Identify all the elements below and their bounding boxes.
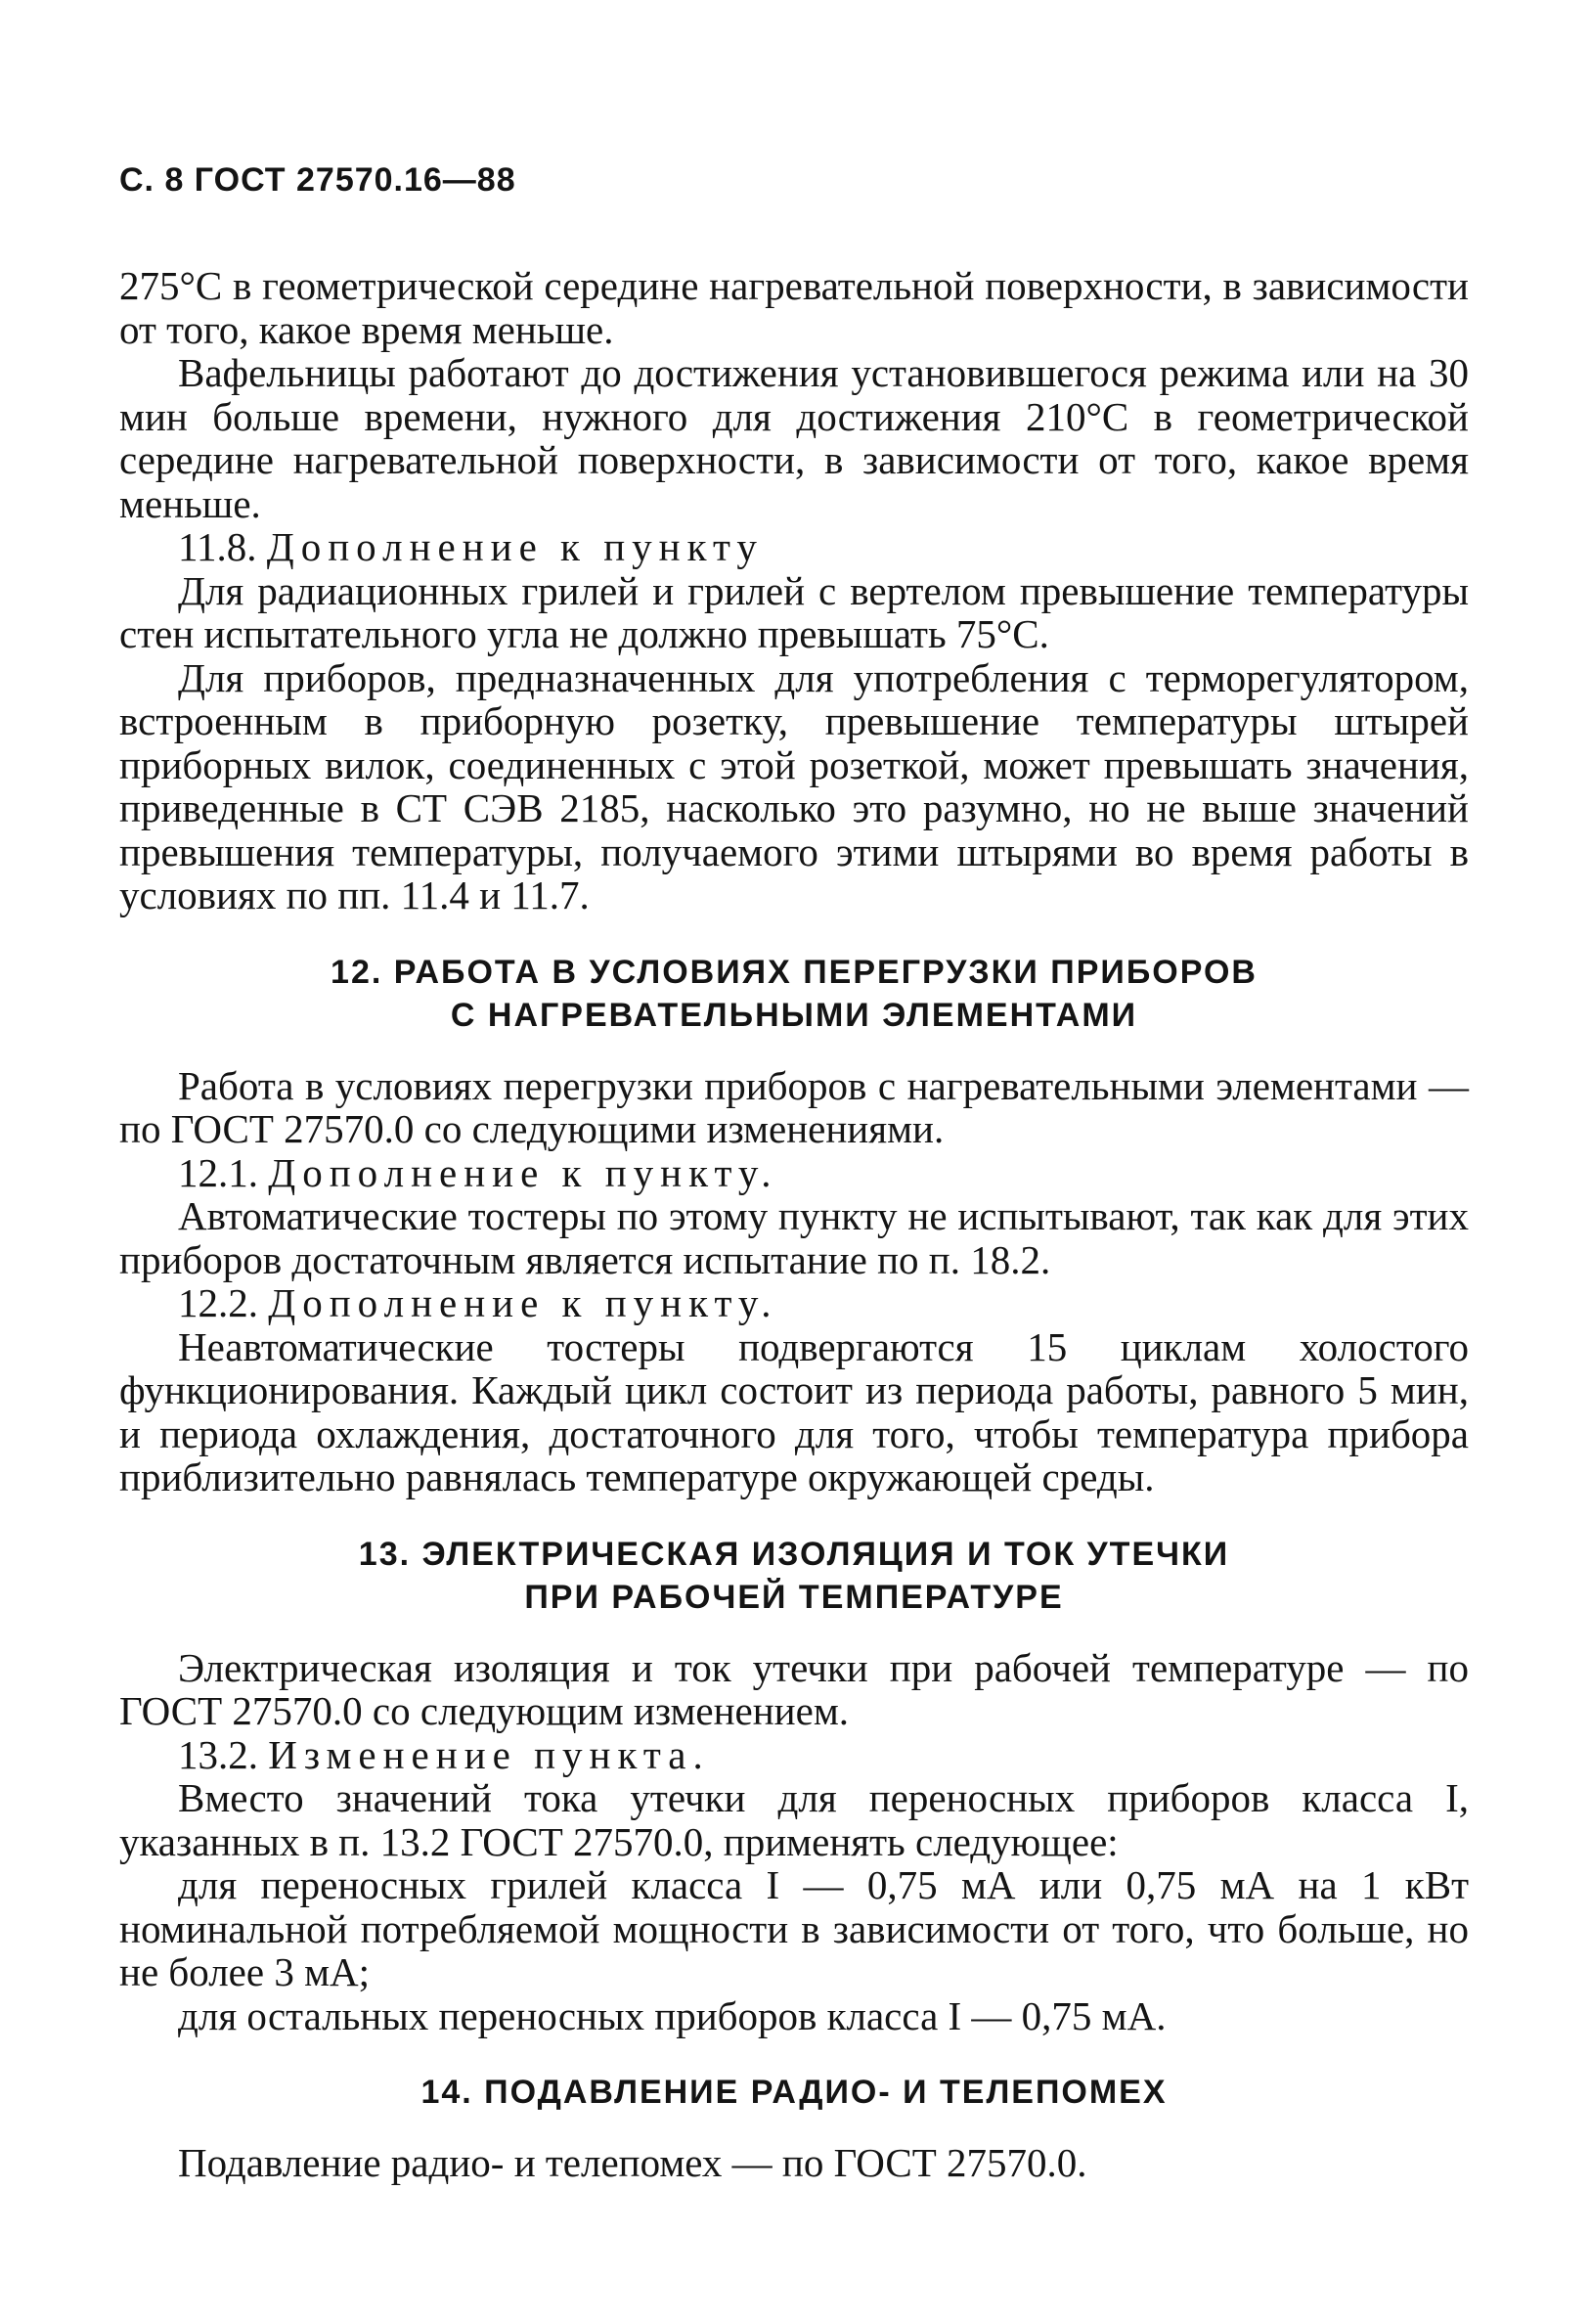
paragraph-thermostat-appliances: Для приборов, предназначенных для употребления с терморегулятором, встроенным в приборную розетку, превышение температуры штырей приборных вилок, соединенных с этой розеткой, может превышать значения, приведенные в СТ СЭВ 2185, насколько это разумно, но не выше значений превышения температуры, получаемого этими штырями во время работы в условиях по пп. 11.4 и 11.7. (119, 654, 1469, 917)
page-header: С. 8 ГОСТ 27570.16—88 (119, 161, 516, 199)
clause-number: 12.1. (178, 1149, 258, 1195)
clause-12-2 (119, 1281, 1469, 1325)
section-14-heading (119, 2071, 1469, 2114)
paragraph-radiant-grills: Для радиационных грилей и грилей с вертелом превышение температуры стен испытательного угла не должно превышать 75°С. (119, 567, 1469, 656)
clause-label: Дополнение к пункту. (268, 1280, 778, 1325)
section-13-title-line-1: 13. ЭЛЕКТРИЧЕСКАЯ ИЗОЛЯЦИЯ И ТОК УТЕЧКИ (358, 1535, 1230, 1573)
clause-12-1-text: Автоматические тостеры по этому пункту не испытывают, так как для этих приборов достаточным является испытание по п. 18.2. (119, 1193, 1469, 1282)
section-12-intro: Работа в условиях перегрузки приборов с нагревательными элементами — по ГОСТ 27570.0 со следующими изменениями. (119, 1062, 1469, 1151)
section-13-heading (119, 1533, 1469, 1619)
clause-13-2-text: Вместо значений тока утечки для переносных приборов класса I, указанных в п. 13.2 ГОСТ 27570.0, применять следующее: (119, 1775, 1469, 1864)
section-13-intro: Электрическая изоляция и ток утечки при рабочей температуре — по ГОСТ 27570.0 со следующим изменением. (119, 1644, 1469, 1733)
section-12-heading (119, 951, 1469, 1037)
section-14-text: Подавление радио- и телепомех — по ГОСТ 27570.0. (178, 2140, 1087, 2185)
paragraph-waffle-irons: Вафельницы работают до достижения установившегося режима или на 30 мин больше времени, нужного для достижения 210°С в геометрической середине нагревательной поверхности, в зависимости от того, какое время меньше. (119, 350, 1469, 526)
clause-12-2-text: Неавтоматические тостеры подвергаются 15 циклам холостого функционирования. Каждый цикл состоит из периода работы, равного 5 мин, и периода охлаждения, достаточного для того, чтобы температура прибора приблизительно равнялась температуре окружающей среды. (119, 1323, 1469, 1499)
clause-number: 11.8. (178, 524, 257, 569)
clause-number: 13.2. (178, 1731, 258, 1777)
section-12-title-line-2: С НАГРЕВАТЕЛЬНЫМИ ЭЛЕМЕНТАМИ (450, 996, 1138, 1034)
section-12-title-line-1: 12. РАБОТА В УСЛОВИЯХ ПЕРЕГРУЗКИ ПРИБОРОВ (331, 953, 1258, 991)
clause-number: 12.2. (178, 1280, 258, 1325)
clause-label: Дополнение к пункту. (268, 1149, 778, 1195)
clause-label: Дополнение к пункту (266, 524, 764, 569)
clause-12-1 (119, 1151, 1469, 1195)
clause-13-2 (119, 1733, 1469, 1777)
clause-11-8 (119, 525, 1469, 569)
section-13-title-line-2: ПРИ РАБОЧЕЙ ТЕМПЕРАТУРЕ (524, 1578, 1064, 1616)
paragraph-11-7-end: 275°С в геометрической середине нагревательной поверхности, в зависимости от того, какое время меньше. (119, 263, 1469, 352)
list-item: для остальных переносных приборов класса I — 0,75 мА. (178, 1992, 1167, 2038)
list-item: для переносных грилей класса I — 0,75 мА или 0,75 мА на 1 кВт номинальной потребляемой мощности в зависимости от того, что больше, но не более 3 мА; (119, 1862, 1469, 1994)
document-page (119, 161, 1469, 2185)
clause-label: Изменение пункта. (268, 1731, 710, 1777)
section-14-title: 14. ПОДАВЛЕНИЕ РАДИО- И ТЕЛЕПОМЕХ (420, 2074, 1168, 2111)
